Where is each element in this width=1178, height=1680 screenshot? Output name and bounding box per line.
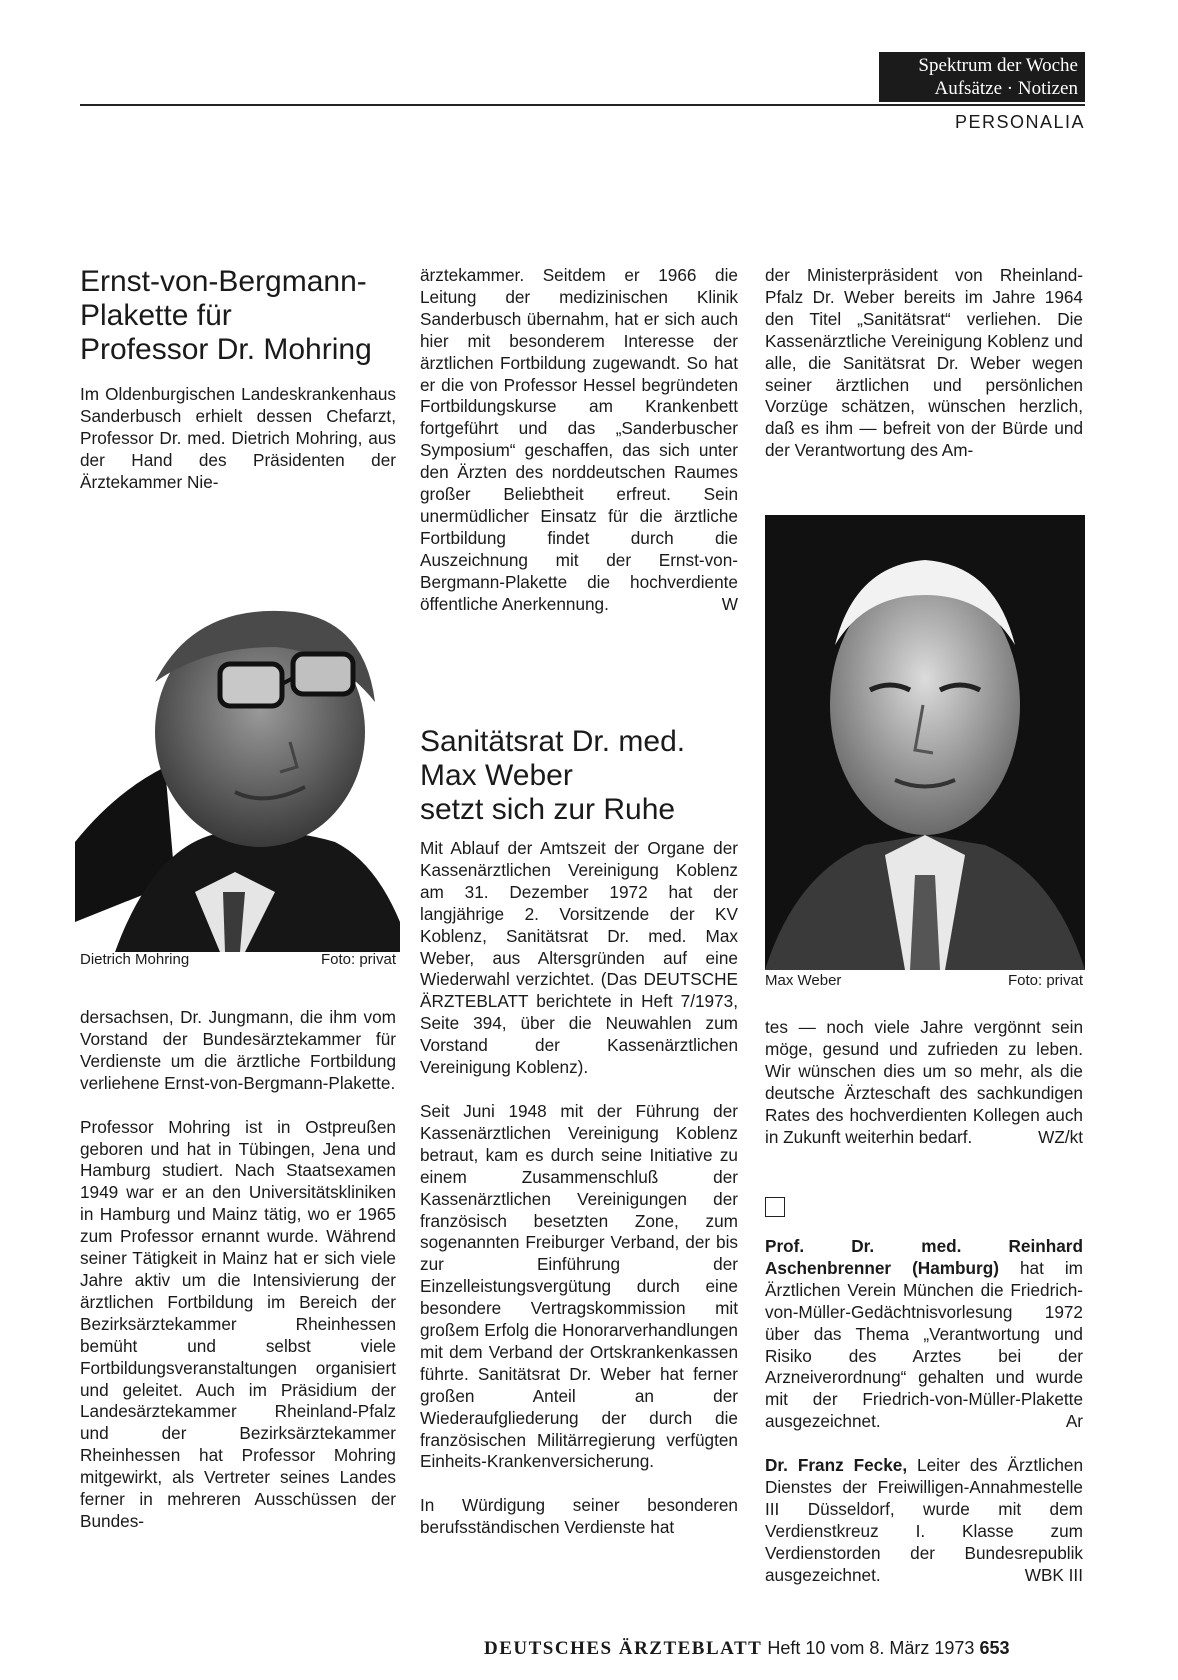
note1-signature: Ar bbox=[1065, 1411, 1083, 1432]
note1-text: hat im Ärztlichen Verein München die Friedrich-von-Müller-Gedächtnisvorlesung 1972 über das Thema „Verantwortung und Risiko des Arztes bei der Arzneiverordnung“ gehalten und wurde mit der Friedrich-von-Müller-Plakette ausgezeichnet. bbox=[765, 1257, 1083, 1432]
article2-paragraph: der Ministerpräsident von Rheinland-Pfalz Dr. Weber bereits im Jahre 1964 den Titel „Sanitätsrat“ verliehen. Die Kassenärztliche Vereinigung Koblenz und alle, die Sanitätsrat Dr. Weber wegen seiner ärztlichen und persönlichen Vorzüge schätzen, wünschen herzlich, daß es ihm — befreit von der Bürde und der Verantwortung des Am- bbox=[765, 265, 1083, 461]
article2-paragraph: Mit Ablauf der Amtszeit der Organe der Kassenärztlichen Vereinigung Koblenz am 31. Dezember 1972 hat der langjährige 2. Vorsitzende der KV Koblenz, Sanitätsrat Dr. med. Max Weber, aus Altersgründen auf eine Wiederwahl verzichtet. (Das DEUTSCHE ÄRZTEBLATT berichtete in Heft 7/1973, Seite 394, über die Neuwahlen zum Vorstand der Kassenärztlichen Vereinigung Koblenz). bbox=[420, 838, 738, 1078]
badge-line-2: Aufsätze · Notizen bbox=[934, 78, 1078, 99]
note2-signature: WBK III bbox=[1024, 1564, 1083, 1585]
section-badge bbox=[879, 52, 1085, 102]
article2-body-col3-end bbox=[765, 1017, 1083, 1148]
article1-title-line: Professor Dr. Mohring bbox=[80, 333, 372, 366]
article2-signature: WZ/kt bbox=[1038, 1126, 1083, 1147]
section-label: PERSONALIA bbox=[954, 112, 1085, 132]
header-rule bbox=[80, 104, 1085, 106]
article2-title bbox=[420, 725, 738, 827]
article2-paragraph: Seit Juni 1948 mit der Führung der Kassenärztlichen Vereinigung Koblenz betraut, kam es durch seine Initiative zu einem Zusammenschluß der Kassenärztlichen Vereinigungen der französisch besetzten Zone, zum sogenannten Freiburger Verband, der bis zur Einführung der Einzelleistungsvergütung durch eine besondere Vertragskommission mit großem Erfolg die Honorarverhandlungen mit dem Verband der Ortskrankenkassen führte. Sanitätsrat Dr. Weber hat ferner großen Anteil an der Wiederaufgliederung der durch die französischen Militärregierung verfügten Einheits-Krankenversicherung. bbox=[420, 1100, 738, 1472]
article2-title-line: Sanitätsrat Dr. med. bbox=[420, 725, 686, 758]
end-mark-square-icon bbox=[765, 1197, 785, 1217]
article2-body-col3 bbox=[765, 265, 1083, 462]
article2-body-col2 bbox=[420, 838, 738, 1539]
portrait-photo-weber bbox=[765, 515, 1085, 970]
photo-caption-mohring bbox=[80, 951, 396, 968]
article1-title-block bbox=[80, 265, 400, 367]
article1-paragraph: dersachsen, Dr. Jungmann, die ihm vom Vorstand der Bundesärztekammer für Verdienste um die ärztliche Fortbildung verliehene Ernst-von-Bergmann-Plakette. bbox=[80, 1007, 396, 1093]
caption-name: Max Weber bbox=[765, 972, 842, 989]
page-number: 653 bbox=[979, 1638, 1010, 1658]
article2-title-line: setzt sich zur Ruhe bbox=[420, 793, 676, 826]
caption-credit: Foto: privat bbox=[1007, 972, 1083, 989]
article2-paragraph: In Würdigung seiner besonderen berufsständischen Verdienste hat bbox=[420, 1495, 738, 1538]
article2-title-line: Max Weber bbox=[420, 759, 573, 792]
note2-text: Leiter des Ärztlichen Dienstes der Freiwilligen-Annahmestelle III Düsseldorf, wurde mit dem Verdienstkreuz I. Klasse zum Verdienstorden der Bundesrepublik ausgezeichnet. bbox=[765, 1455, 1084, 1585]
masthead: DEUTSCHES ÄRZTEBLATT bbox=[484, 1638, 763, 1659]
article1-title-line: Ernst-von-Bergmann- bbox=[80, 265, 367, 298]
photo-caption-weber bbox=[765, 972, 1083, 989]
article1-paragraph: Professor Mohring ist in Ostpreußen geboren und hat in Tübingen, Jena und Hamburg studiert. Nach Staatsexamen 1949 war er an den Universitätskliniken in Hamburg und Mainz tätig, wo er 1965 zum Professor ernannt wurde. Während seiner Tätigkeit in Mainz hat er sich viele Jahre aktiv um die Intensivierung der ärztlichen Fortbildung im Bereich der Bezirksärztekammer Rheinhessen bemüht und selbst viele Fortbildungsveranstaltungen organisiert und geleitet. Auch im Präsidium der Landesärztekammer Rheinland-Pfalz und der Bezirksärztekammer Rheinhessen hat Professor Mohring mitgewirkt, als Vertreter seines Landes ferner in mehreren Ausschüssen der Bundes- bbox=[80, 1116, 396, 1531]
article1-paragraph: ärztekammer. Seitdem er 1966 die Leitung der medizinischen Klinik Sanderbusch übernahm, hat er sich auch hier mit besonderem Interesse der ärztlichen Fortbildung zugewandt. So hat er die von Professor Hessel begründeten Fortbildungskurse am Krankenbett fortgeführt und das „Sanderbuscher Symposium“ geschaffen, das sich unter den Ärzten des norddeutschen Raumes großer Beliebtheit erfreut. Sein unermüdlicher Einsatz für die ärztliche Fortbildung findet durch die Auszeichnung mit der Ernst-von-Bergmann-Plakette die hochverdiente öffentliche Anerkennung. bbox=[420, 265, 738, 614]
caption-credit: Foto: privat bbox=[320, 951, 396, 968]
badge-line-1: Spektrum der Woche bbox=[918, 55, 1078, 76]
article1-body-col1 bbox=[80, 1007, 396, 1533]
article1-body-col2 bbox=[420, 265, 738, 616]
notes-block bbox=[765, 1236, 1083, 1587]
caption-name: Dietrich Mohring bbox=[80, 951, 190, 968]
article1-title bbox=[80, 265, 400, 367]
article2-paragraph: tes — noch viele Jahre vergönnt sein möge, gesund und zufrieden zu leben. Wir wünschen dies um so mehr, als die deutsche Ärzteschaft des sachkundigen Rates des hochverdienten Kollegen auch in Zukunft weiterhin bedarf. bbox=[765, 1017, 1083, 1147]
article1-signature: W bbox=[721, 593, 738, 614]
article1-intro bbox=[80, 384, 396, 494]
article2-title-block bbox=[420, 725, 738, 827]
page-footer bbox=[484, 1638, 1010, 1660]
portrait-photo-mohring bbox=[75, 592, 400, 952]
issue-info: Heft 10 vom 8. März 1973 bbox=[767, 1638, 975, 1658]
note1-name: Prof. Dr. med. Reinhard Aschenbrenner (Hamburg) bbox=[765, 1236, 1083, 1278]
article1-title-line: Plakette für bbox=[80, 299, 232, 332]
note2-name: Dr. Franz Fecke, bbox=[765, 1455, 908, 1476]
article1-intro-text: Im Oldenburgischen Landeskrankenhaus Sanderbusch erhielt dessen Chefarzt, Professor Dr. med. Dietrich Mohring, aus der Hand des Präsidenten der Ärztekammer Nie- bbox=[80, 384, 396, 492]
